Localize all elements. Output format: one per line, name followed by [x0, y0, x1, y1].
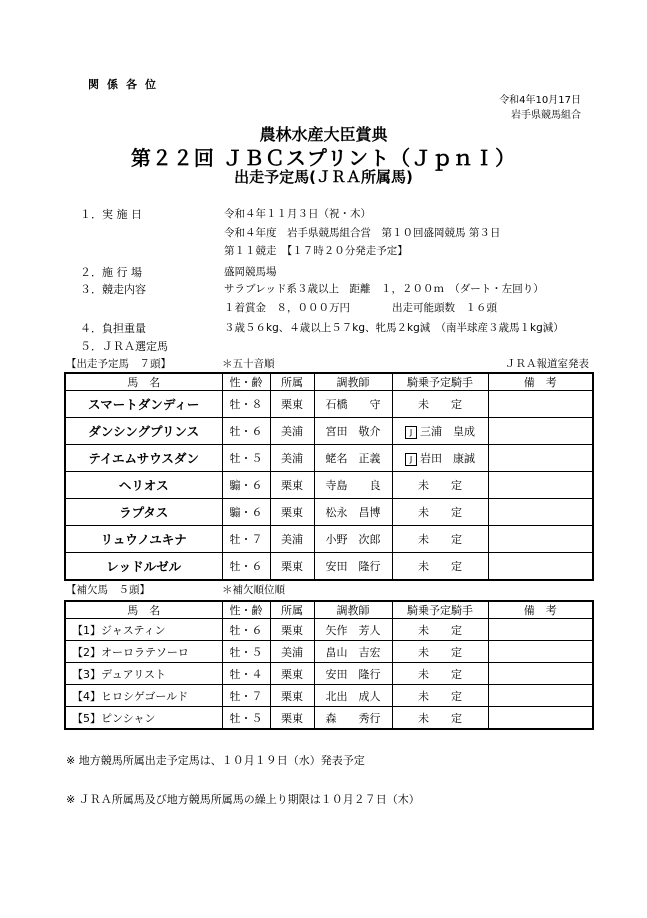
table-row — [65, 472, 593, 499]
table-row — [65, 707, 593, 730]
horse-stable: 栗東 — [270, 391, 314, 418]
horse-sex-age: 牡・８ — [222, 391, 270, 418]
horse-trainer: 森 秀行 — [314, 707, 392, 730]
horse-sex-age: 騸・６ — [222, 472, 270, 499]
horse-name: レッドルゼル — [65, 553, 222, 581]
horse-trainer: 矢作 芳人 — [314, 619, 392, 641]
sub-section-label: 【補欠馬 ５頭】 — [66, 584, 150, 596]
horse-stable: 美浦 — [270, 641, 314, 663]
horse-sex-age: 牡・６ — [222, 418, 270, 445]
horse-note — [488, 472, 593, 499]
table-header — [65, 601, 593, 619]
horse-jockey: 未 定 — [392, 707, 488, 730]
horse-note — [488, 445, 593, 472]
info-value-race: 第１１競走 【１７時２０分発走予定】 — [224, 245, 408, 257]
col-name: 馬 名 — [65, 601, 222, 619]
horse-note — [488, 707, 593, 730]
sub-horse-name: 【2】オーロラテソーロ — [65, 641, 222, 663]
horse-trainer: 松永 昌博 — [314, 499, 392, 526]
col-jockey: 騎乗予定騎手 — [392, 601, 488, 619]
horse-sex-age: 牡・５ — [222, 445, 270, 472]
junior-jockey-mark: J — [405, 453, 417, 466]
sub-section-order: ＊補欠順位順 — [222, 584, 285, 596]
horse-jockey: 未 定 — [392, 472, 488, 499]
issue-date: 令和4年10月17日 — [499, 95, 581, 106]
sub-horse-name: 【5】ピンシャン — [65, 707, 222, 730]
horse-note — [488, 553, 593, 581]
horse-jockey: 未 定 — [392, 553, 488, 581]
note-local-horses: ※ 地方競馬所属出走予定馬は、１０月１９日（水）発表予定 — [66, 754, 365, 767]
info-label-jra: ５．ＪＲＡ選定馬 — [80, 340, 168, 353]
horse-note — [488, 391, 593, 418]
horse-jockey: 未 定 — [392, 663, 488, 685]
table-row — [65, 526, 593, 553]
col-stable: 所属 — [270, 373, 314, 391]
info-value-venue: 盛岡競馬場 — [224, 266, 277, 278]
main-section-label: 【出走予定馬 ７頭】 — [66, 358, 171, 370]
note-deadline: ※ ＪＲＡ所属馬及び地方競馬所属馬の繰上り期限は１０月２７日（木） — [66, 793, 420, 806]
horse-sex-age: 牡・４ — [222, 663, 270, 685]
horse-stable: 栗東 — [270, 619, 314, 641]
horse-trainer: 寺島 良 — [314, 472, 392, 499]
horse-name: ヘリオス — [65, 472, 222, 499]
table-row — [65, 641, 593, 663]
horse-name: ダンシングプリンス — [65, 418, 222, 445]
horse-stable: 栗東 — [270, 663, 314, 685]
issue-block — [499, 93, 581, 123]
col-trainer: 調教師 — [314, 601, 392, 619]
horse-sex-age: 牡・５ — [222, 641, 270, 663]
horse-trainer: 畠山 吉宏 — [314, 641, 392, 663]
horse-trainer: 石橋 守 — [314, 391, 392, 418]
horse-note — [488, 685, 593, 707]
horse-note — [488, 619, 593, 641]
info-label-weight: ４．負担重量 — [80, 322, 146, 335]
table-header — [65, 373, 593, 391]
horse-note — [488, 499, 593, 526]
horse-name: テイエムサウスダン — [65, 445, 222, 472]
horse-jockey: 未 定 — [392, 526, 488, 553]
horse-trainer: 宮田 敬介 — [314, 418, 392, 445]
title-race: 第２２回 ＪＢＣスプリント（ＪｐｎＩ） — [130, 146, 517, 170]
col-note: 備 考 — [488, 373, 593, 391]
horse-stable: 栗東 — [270, 499, 314, 526]
main-horses-table — [64, 372, 594, 581]
horse-sex-age: 牡・７ — [222, 685, 270, 707]
horse-note — [488, 641, 593, 663]
info-value-weight: ３歳５６kg、４歳以上５７kg、牝馬２kg減 （南半球産３歳馬１kg減） — [224, 322, 564, 334]
horse-jockey: 三浦 皇成 — [420, 425, 475, 438]
table-row — [65, 619, 593, 641]
organizer: 岩手県競馬組合 — [511, 110, 581, 121]
col-sex-age: 性・齢 — [222, 373, 270, 391]
col-sex-age: 性・齢 — [222, 601, 270, 619]
info-value-conditions: サラブレッド系３歳以上 距離 １，２００ｍ （ダート・左回り） — [224, 283, 544, 295]
horse-trainer: 安田 隆行 — [314, 663, 392, 685]
horse-stable: 美浦 — [270, 526, 314, 553]
junior-jockey-mark: J — [405, 426, 417, 439]
horse-stable: 美浦 — [270, 445, 314, 472]
col-jockey: 騎乗予定騎手 — [392, 373, 488, 391]
info-value-meeting: 令和４年度 岩手県競馬組合営 第１０回盛岡競馬 第３日 — [224, 227, 501, 239]
horse-jockey: 未 定 — [392, 685, 488, 707]
table-row — [65, 553, 593, 581]
horse-jockey: 未 定 — [392, 391, 488, 418]
horse-jockey: 未 定 — [392, 499, 488, 526]
horse-jockey: 未 定 — [392, 619, 488, 641]
table-row — [65, 499, 593, 526]
sub-horse-name: 【1】ジャスティン — [65, 619, 222, 641]
col-name: 馬 名 — [65, 373, 222, 391]
sub-horse-name: 【3】デュアリスト — [65, 663, 222, 685]
table-row — [65, 418, 593, 445]
col-note: 備 考 — [488, 601, 593, 619]
table-row — [65, 391, 593, 418]
horse-trainer: 小野 次郎 — [314, 526, 392, 553]
horse-jockey: 未 定 — [392, 641, 488, 663]
horse-stable: 栗東 — [270, 707, 314, 730]
table-row — [65, 663, 593, 685]
title-subtitle: 出走予定馬(ＪＲＡ所属馬) — [234, 168, 413, 186]
horse-stable: 栗東 — [270, 472, 314, 499]
horse-trainer: 北出 成人 — [314, 685, 392, 707]
horse-jockey-cell — [392, 445, 488, 472]
horse-stable: 栗東 — [270, 685, 314, 707]
horse-trainer: 蛯名 正義 — [314, 445, 392, 472]
info-value-date: 令和４年１１月３日（祝・木） — [224, 208, 371, 220]
horse-name: リュウノユキナ — [65, 526, 222, 553]
horse-sex-age: 騸・６ — [222, 499, 270, 526]
info-value-prize: １着賞金 ８，０００万円 出走可能頭数 １６頭 — [224, 302, 497, 314]
horse-jockey: 岩田 康誠 — [420, 452, 475, 465]
addressee: 関係各位 — [88, 78, 164, 91]
horse-note — [488, 663, 593, 685]
info-label-venue: ２．施 行 場 — [80, 266, 142, 279]
main-section-order: ＊五十音順 — [222, 358, 275, 370]
col-stable: 所属 — [270, 601, 314, 619]
horse-sex-age: 牡・６ — [222, 619, 270, 641]
main-section-source: ＪＲＡ報道室発表 — [505, 358, 589, 370]
horse-stable: 美浦 — [270, 418, 314, 445]
horse-sex-age: 牡・６ — [222, 553, 270, 581]
info-label-date: １．実 施 日 — [80, 208, 142, 221]
horse-name: ラプタス — [65, 499, 222, 526]
horse-stable: 栗東 — [270, 553, 314, 581]
sub-horse-name: 【4】ヒロシゲゴールド — [65, 685, 222, 707]
horse-sex-age: 牡・５ — [222, 707, 270, 730]
horse-name: スマートダンディー — [65, 391, 222, 418]
horse-note — [488, 526, 593, 553]
table-row — [65, 445, 593, 472]
sub-horses-table — [64, 600, 594, 730]
title-award: 農林水産大臣賞典 — [259, 125, 388, 144]
col-trainer: 調教師 — [314, 373, 392, 391]
horse-note — [488, 418, 593, 445]
horse-sex-age: 牡・７ — [222, 526, 270, 553]
info-label-conditions: ３．競走内容 — [80, 283, 146, 296]
table-row — [65, 685, 593, 707]
horse-trainer: 安田 隆行 — [314, 553, 392, 581]
horse-jockey-cell — [392, 418, 488, 445]
